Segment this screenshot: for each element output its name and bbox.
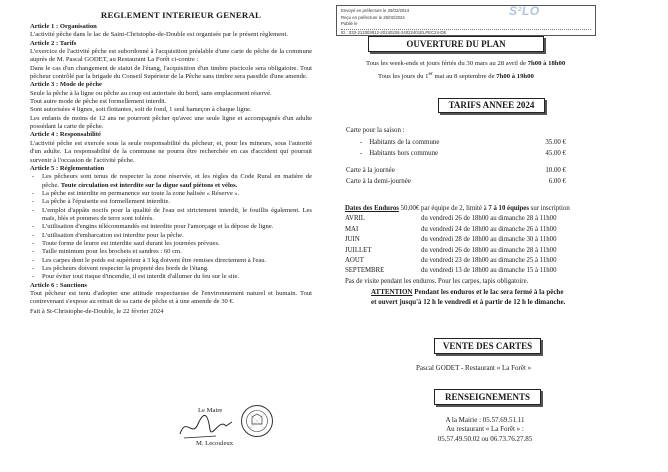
list-item xyxy=(30,273,312,281)
enduro-month: MAI xyxy=(345,225,359,233)
tarif-saison-label: Carte pour la saison : xyxy=(346,127,405,134)
bullet-dash: - xyxy=(32,231,35,239)
list-item-bold-text: Toute circulation est interdite sur la digue sauf piétons et vélos. xyxy=(60,181,238,189)
mayor-name: M. Lecouleux xyxy=(196,440,233,447)
list-item xyxy=(30,232,312,240)
tarif-price: 10.00 € xyxy=(545,166,566,174)
list-item-text: Les carpes dont le poids est supérieur à 3 kg doivent être remises directement à l'eau. xyxy=(42,256,267,264)
vente-seller: Pascal GODET - Restaurant « La Forêt » xyxy=(416,364,532,372)
stamp-published-line: Publié le xyxy=(341,21,358,26)
article-2-heading: Article 2 : Tarifs xyxy=(30,39,77,47)
stamp-id-line: ID : 033-213303912-20240226-24022401ELPEC24-DE xyxy=(341,29,591,37)
enduro-month: SEPTEMBRE xyxy=(345,267,385,275)
tarifs-list xyxy=(346,125,626,188)
bullet-dash: - xyxy=(32,273,35,281)
enduro-row xyxy=(345,266,645,276)
bullet-dash: - xyxy=(32,264,35,272)
article-5-list xyxy=(30,173,312,281)
list-item-text: Taille minimum pour les brochets et sandres : 60 cm. xyxy=(42,248,182,256)
list-item xyxy=(30,257,312,265)
enduro-month: JUILLET xyxy=(345,246,372,254)
ouverture-weekend-text: Tous les week-ends et jours fériés du 30 mars au 28 avril de xyxy=(366,60,528,67)
enduro-dates: du vendredi 26 de 18h00 au dimanche 28 à 11h00 xyxy=(421,246,557,254)
stamp-received-line: Reçu en préfecture le 26/02/2024 xyxy=(341,14,405,20)
list-item-text: Toute forme de leurre est interdite sauf durant les journées prévues. xyxy=(42,239,220,247)
bullet-dash: - xyxy=(32,256,35,264)
list-item-text: La pêche est interdite en permanence sur toute la zone balisée « Réserve ». xyxy=(42,189,240,197)
mayor-title: Le Maire xyxy=(198,407,223,414)
contact-mairie: A la Mairie : 05.57.69.51.11 xyxy=(445,416,525,424)
list-item-text: L'utilisation d'engins télécommandés est interdite pour l'amorçage et la dépose de ligne. xyxy=(42,223,274,231)
stamp-sent-line: Envoyé en préfecture le 26/02/2024 xyxy=(341,8,410,13)
attention-text-2: et ouvert jusqu'à 12 h le vendredi et à partir de 12 h le dimanche. xyxy=(371,297,566,306)
enduro-row xyxy=(345,256,645,266)
ouverture-weekend-hours: 7h00 à 18h00 xyxy=(527,60,566,67)
list-item-text: L'utilisation d'embarcation est interdite pour la pêche. xyxy=(42,231,184,239)
article-3-text-1: Seule la pêche à la ligne ou pêche au coup est autorisée du bord, sans emplacement réservé. xyxy=(30,89,272,97)
enduro-row xyxy=(345,235,645,245)
enduro-row xyxy=(345,246,645,256)
ouverture-daily-text: Tous les jours du 1 xyxy=(378,73,429,81)
ouverture-title: OUVERTURE DU PLAN xyxy=(368,36,544,52)
article-4-text: L'activité pêche est exercée sous la seule responsabilité du pêcheur, et, pour les mineurs, sous l'autorité d'un adulte. La responsabilité de la commune ne pourra être recherchée en cas d'accident qui pourrait survenir à l'occasion de l'activité pêche. xyxy=(30,139,312,164)
article-5-heading: Article 5 : Réglementation xyxy=(30,164,105,172)
attention-text-1: Pendant les enduros et le lac sera fermé à la pêche xyxy=(412,288,564,297)
list-item-text: L'emploi d'appâts nocifs pour la qualité de l'eau est strictement interdit, le fouillis également. Les maïs, blés et pommes de terre sont tolérés. xyxy=(42,206,312,222)
article-1-heading: Article 1 : Organisation xyxy=(30,23,97,30)
enduro-month: AVRIL xyxy=(345,215,365,223)
tarif-row xyxy=(346,148,626,160)
list-item xyxy=(30,207,312,224)
article-3-text-2: Tout autre mode de pêche est formellement interdit. xyxy=(30,98,167,106)
tarif-dash: - xyxy=(360,138,363,146)
list-item xyxy=(30,240,312,248)
attention-label: ATTENTION xyxy=(371,288,413,297)
bullet-dash: - xyxy=(32,173,35,181)
article-6-text: Tout pêcheur est tenu d'adopter une attitude respectueuse de l'environnement naturel et humain. Tout contrevenant s'expose au retrait de sa carte de pêche et à une amende de 30 €. xyxy=(30,290,312,306)
enduros-registration-text: sur inscription xyxy=(528,205,570,212)
renseignements-title: RENSEIGNEMENTS xyxy=(434,389,541,405)
article-3-heading: Article 3 : Mode de pêche xyxy=(30,81,102,89)
vente-title: VENTE DES CARTES xyxy=(434,338,541,354)
article-2-text-2: Dans le cas d'un changement de statut de l'étang, l'acquisition d'un timbre piscicole sera obligatoire. Tout pêcheur contrôlé par la brigade du Conseil Supérieur de la Pêche sans timbre sera passible d'une amende. xyxy=(30,64,312,81)
tarif-price: 6.00 € xyxy=(548,178,566,185)
prefecture-stamp xyxy=(336,5,596,36)
enduros-attention xyxy=(345,288,645,307)
signature-scribble-icon xyxy=(176,412,236,442)
tarifs-title: TARIFS ANNEE 2024 xyxy=(438,98,545,113)
enduro-dates: du vendredi 24 de 18h00 au dimanche 26 à 11h00 xyxy=(421,225,557,233)
list-item-text: Les pêcheurs sont tenus de respecter la zone réservée, et les règles du Code Rural en matière de pêche. xyxy=(42,173,312,189)
reglement-column xyxy=(30,10,312,316)
bullet-dash: - xyxy=(32,239,35,247)
ouverture-daily-text-2: mai au 8 septembre de xyxy=(432,73,497,81)
article-2-text-1: L'exercice de l'activité pêche est subordonné à l'acquisition préalable d'une carte de pêche de la commune auprès de M. Pascal GODET, au Restaurant La Forêt ci-contre : xyxy=(30,48,312,64)
ouverture-weekend-line xyxy=(366,60,565,67)
list-item xyxy=(30,248,312,256)
bullet-dash: - xyxy=(32,248,35,256)
list-item-text: La pêche à l'épuisette est formellement interdite. xyxy=(42,198,171,206)
tarif-label: Carte à la demi-journée xyxy=(346,178,411,185)
list-item xyxy=(30,173,312,190)
ouverture-daily-line xyxy=(378,71,534,80)
tarif-label: Habitants hors commune xyxy=(369,150,439,157)
town-hall-seal-icon xyxy=(240,404,274,438)
contact-restaurant-label: Au restaurant « La Forêt » : xyxy=(446,425,524,434)
enduro-dates: du vendredi 28 de 18h00 au dimanche 30 à 11h00 xyxy=(421,236,557,244)
contact-restaurant-phones: 05.57.49.50.02 ou 06.73.76.27.85 xyxy=(437,434,533,443)
bullet-dash: - xyxy=(32,198,35,206)
enduro-dates: du vendredi 23 de 18h00 au dimanche 25 à 11h00 xyxy=(421,256,557,264)
article-4-heading: Article 4 : Responsabilité xyxy=(30,131,101,139)
list-item xyxy=(30,265,312,273)
signature-block xyxy=(150,404,310,466)
tarif-dash: - xyxy=(360,150,363,157)
bullet-dash: - xyxy=(32,223,35,231)
tarif-label: Carte à la journée xyxy=(346,166,395,174)
signature-place-date: Fait à St-Christophe-de-Double, le 22 février 2024 xyxy=(30,307,164,315)
list-item-text: Les pêcheurs doivent respecter la propreté des bords de l'étang. xyxy=(42,264,209,272)
enduros-section xyxy=(345,204,645,307)
enduro-dates: du vendredi 13 de 18h00 au dimanche 15 à 11h00 xyxy=(421,267,557,275)
article-6-heading: Article 6 : Sanctions xyxy=(30,281,87,289)
enduros-price-text: 50,00€ par équipe de 2, limité à xyxy=(398,205,489,212)
enduros-teams-limit: 7 à 10 équipes xyxy=(488,205,529,212)
tarif-row xyxy=(346,137,626,149)
tarif-label: Habitants de la commune xyxy=(369,138,440,146)
slo-watermark: S²LO xyxy=(509,4,540,18)
list-item-text: Pour éviter tout risque d'incendie, il est interdit d'allumer du feu sur le site. xyxy=(42,273,240,281)
enduro-month: AOUT xyxy=(345,256,364,264)
list-item xyxy=(30,223,312,231)
enduros-note: Pas de visite pendant les enduros. Pour les carpes, tapis obligatoire. xyxy=(345,277,529,285)
list-item xyxy=(30,190,312,198)
enduro-month: JUIN xyxy=(345,236,360,244)
list-item xyxy=(30,198,312,206)
ouverture-daily-hours: 7h00 à 19h00 xyxy=(496,73,534,81)
article-3-text-4: Les enfants de moins de 12 ans ne pourront pêcher qu'avec une seule ligne et accompagnés d'un adulte possédant la carte de pêche. xyxy=(30,114,312,131)
document-title: REGLEMENT INTERIEUR GENERAL xyxy=(100,10,262,20)
tarif-price: 45.00 € xyxy=(545,150,566,157)
bullet-dash: - xyxy=(32,206,35,214)
enduro-row xyxy=(345,225,645,235)
tarif-row xyxy=(346,176,626,188)
article-3-text-3: Sont autorisées 4 lignes, soit flottantes, soit de fond, 1 seul hameçon à chaque ligne. xyxy=(30,106,252,114)
article-1-text: L'activité pêche dans le lac de Saint-Christophe-de-Double est organisée par le présent règlement. xyxy=(30,31,288,39)
bullet-dash: - xyxy=(32,189,35,197)
enduros-header xyxy=(345,204,645,214)
renseignements-contacts xyxy=(420,416,550,444)
ouverture-daily-sup: er xyxy=(428,71,433,77)
enduro-row xyxy=(345,214,645,224)
enduro-dates: du vendredi 26 de 18h00 au dimanche 28 à 11h00 xyxy=(421,215,557,223)
tarif-price: 35.00 € xyxy=(545,138,566,146)
tarif-row xyxy=(346,165,626,177)
enduros-heading: Dates des Enduros xyxy=(345,205,399,212)
